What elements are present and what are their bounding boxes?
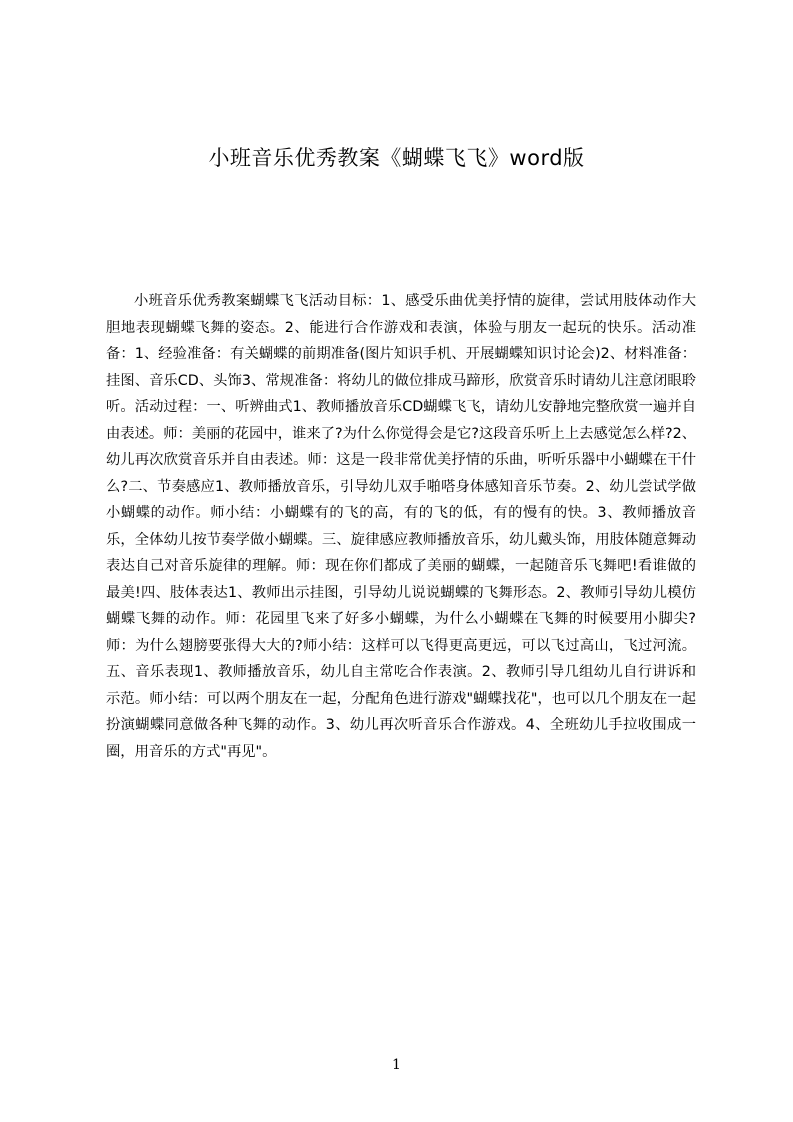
document-title: 小班音乐优秀教案《蝴蝶飞飞》word版: [208, 146, 585, 170]
page-number: 1: [392, 1057, 401, 1073]
lesson-plan-body: 小班音乐优秀教案蝴蝶飞飞活动目标：1、感受乐曲优美抒情的旋律，尝试用肢体动作大胆地表现蝴蝶飞舞的姿态。2、能进行合作游戏和表演，体验与朋友一起玩的快乐。活动准备：1、经验准备：有关蝴蝶的前期准备(图片知识手机、开展蝴蝶知识讨论会)2、材料准备：挂图、音乐CD、头饰3、常规准备：将幼儿的做位排成马蹄形，欣赏音乐时请幼儿注意闭眼聆听。活动过程：一、听辨曲式1、教师播放音乐CD蝴蝶飞飞，请幼儿安静地完整欣赏一遍并自由表述。师：美丽的花园中，谁来了?为什么你觉得会是它?这段音乐听上上去感觉怎么样?2、幼儿再次欣赏音乐并自由表述。师：这是一段非常优美抒情的乐曲，听听乐器中小蝴蝶在干什么?二、节奏感应1、教师播放音乐，引导幼儿双手啪嗒身体感知音乐节奏。2、幼儿尝试学做小蝴蝶的动作。师小结：小蝴蝶有的飞的高，有的飞的低，有的慢有的快。3、教师播放音乐，全体幼儿按节奏学做小蝴蝶。三、旋律感应教师播放音乐，幼儿戴头饰，用肢体随意舞动表达自己对音乐旋律的理解。师：现在你们都成了美丽的蝴蝶，一起随音乐飞舞吧!看谁做的最美!四、肢体表达1、教师出示挂图，引导幼儿说说蝴蝶的飞舞形态。2、教师引导幼儿模仿蝴蝶飞舞的动作。师：花园里飞来了好多小蝴蝶，为什么小蝴蝶在飞舞的时候要用小脚尖?师：为什么翅膀要张得大大的?师小结：这样可以飞得更高更远，可以飞过高山，飞过河流。五、音乐表现1、教师播放音乐，幼儿自主常吃合作表演。2、教师引导几组幼儿自行讲诉和示范。师小结：可以两个朋友在一起，分配角色进行游戏"蝴蝶找花"，也可以几个朋友在一起扮演蝴蝶同意做各种飞舞的动作。3、幼儿再次听音乐合作游戏。4、全班幼儿手拉收围成一圈，用音乐的方式"再见"。: [106, 293, 696, 760]
